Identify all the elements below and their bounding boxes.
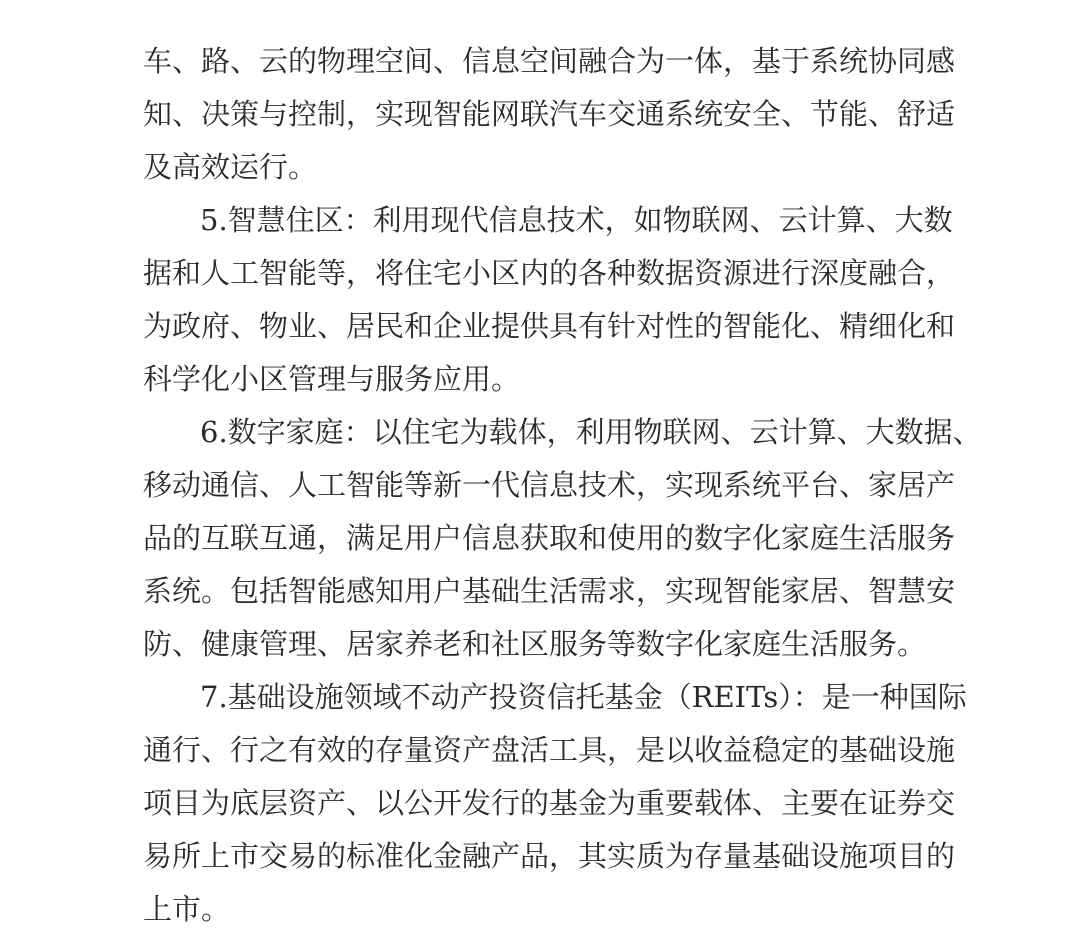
paragraph-line: 防、健康管理、居家养老和社区服务等数字化家庭生活服务。	[143, 627, 927, 661]
paragraph-line: 系统。包括智能感知用户基础生活需求，实现智能家居、智慧安	[143, 574, 956, 608]
paragraph-line: 通行、行之有效的存量资产盘活工具，是以收益稳定的基础设施	[143, 733, 956, 767]
paragraph-line: 上市。	[143, 892, 231, 926]
paragraph-line: 移动通信、人工智能等新一代信息技术，实现系统平台、家居产	[143, 468, 956, 502]
paragraph-line: 及高效运行。	[143, 150, 318, 184]
paragraph-line: 易所上市交易的标准化金融产品，其实质为存量基础设施项目的	[143, 839, 956, 873]
paragraph-line: 7.基础设施领域不动产投资信托基金（REITs）：是一种国际	[200, 680, 967, 714]
paragraph-line: 为政府、物业、居民和企业提供具有针对性的智能化、精细化和	[143, 309, 956, 343]
paragraph-line: 车、路、云的物理空间、信息空间融合为一体，基于系统协同感	[143, 44, 956, 78]
paragraph-line: 5.智慧住区：利用现代信息技术，如物联网、云计算、大数	[200, 203, 953, 237]
paragraph-line: 知、决策与控制，实现智能网联汽车交通系统安全、节能、舒适	[143, 97, 956, 131]
paragraph-line: 据和人工智能等，将住宅小区内的各种数据资源进行深度融合，	[143, 256, 956, 290]
paragraph-line: 科学化小区管理与服务应用。	[143, 362, 521, 396]
paragraph-line: 6.数字家庭：以住宅为载体，利用物联网、云计算、大数据、	[200, 415, 982, 449]
paragraph-line: 品的互联互通，满足用户信息获取和使用的数字化家庭生活服务	[143, 521, 956, 555]
paragraph-line: 项目为底层资产、以公开发行的基金为重要载体、主要在证券交	[143, 786, 956, 820]
